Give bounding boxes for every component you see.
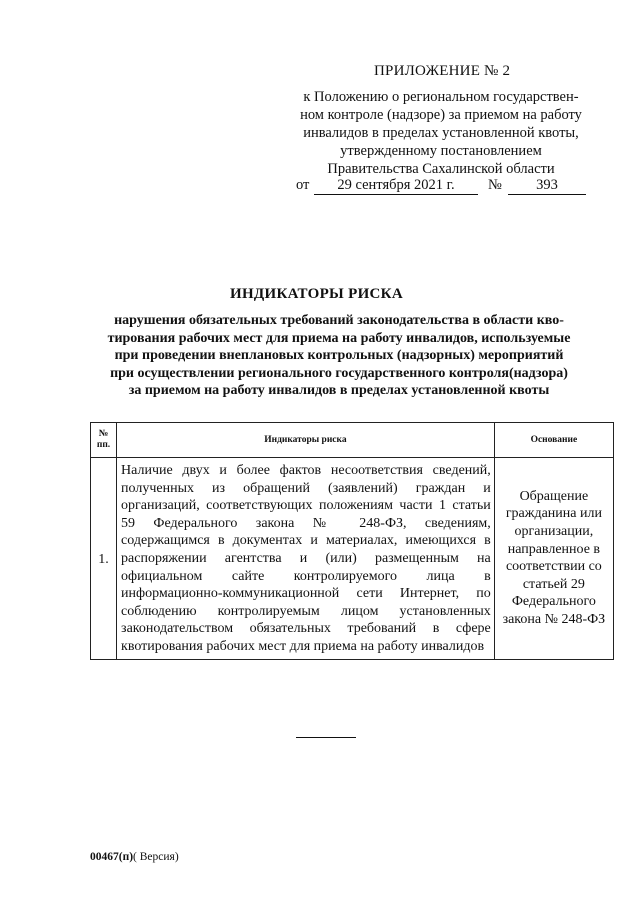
document-heading: ИНДИКАТОРЫ РИСКА [229,286,403,302]
subheading-line: при проведении внеплановых контрольных (надзорных) мероприятий [114,348,564,364]
column-header-basis: Основание [494,423,613,458]
column-header-number-line: пп. [96,440,111,450]
subheading-line: при осуществлении регионального государственного контроля(надзора) [110,365,568,381]
resolution-number: 393 [508,177,586,195]
appendix-line: ном контроле (надзоре) за приемом на работу [300,107,582,123]
appendix-line: к Положению о региональном государствен- [303,89,579,105]
column-header-number [91,423,117,458]
subheading-line: нарушения обязательных требований законодательства в области кво- [114,313,564,328]
subheading-line: за приемом на работу инвалидов в пределах установленной квоты [128,383,550,399]
row-number: 1. [91,458,117,660]
table-row [91,458,614,660]
resolution-date: 29 сентября 2021 г. [314,177,478,195]
appendix-line: утвержденному постановлением [340,143,542,159]
row-basis: Обращение гражданина или организации, направленное в соответствии со статьей 29 Федерального закона № 248-ФЗ [494,458,613,660]
appendix-title: ПРИЛОЖЕНИЕ № 2 [374,63,511,79]
column-header-indicator: Индикаторы риска [117,423,495,458]
end-divider [296,737,356,738]
column-header-number-line: № [98,429,109,439]
appendix-line: инвалидов в пределах установленной квоты, [303,125,579,141]
document-version: ( Версия) [133,851,179,863]
appendix-line: Правительства Сахалинской области [327,161,555,177]
row-indicator: Наличие двух и более фактов несоответствия сведений, полученных из обращений (заявлений) граждан и организаций, соответствующих положениям части 1 статьи 59 Федерального закона № 248-ФЗ, сведениям, содержащимся в документах и материалах, имеющихся в распоряжении агентства и (или) размещенным на официальном сайте контролируемого лица в информационно-коммуникационной сети Интернет, по соблюдению контролируемым лицом установленных законодательством обязательных требований в сфере квотирования рабочих мест для приема на работу инвалидов [117,458,495,660]
document-footer [90,851,179,863]
table-header-row [91,423,614,458]
date-prefix: от [296,177,310,193]
document-subheading [85,312,593,400]
risk-indicators-table [90,422,614,660]
subheading-line: тирования рабочих мест для приема на работу инвалидов, используемые [107,330,571,346]
appendix-reference [292,88,590,178]
number-prefix: № [488,177,502,193]
document-code: 00467(п) [90,851,134,863]
